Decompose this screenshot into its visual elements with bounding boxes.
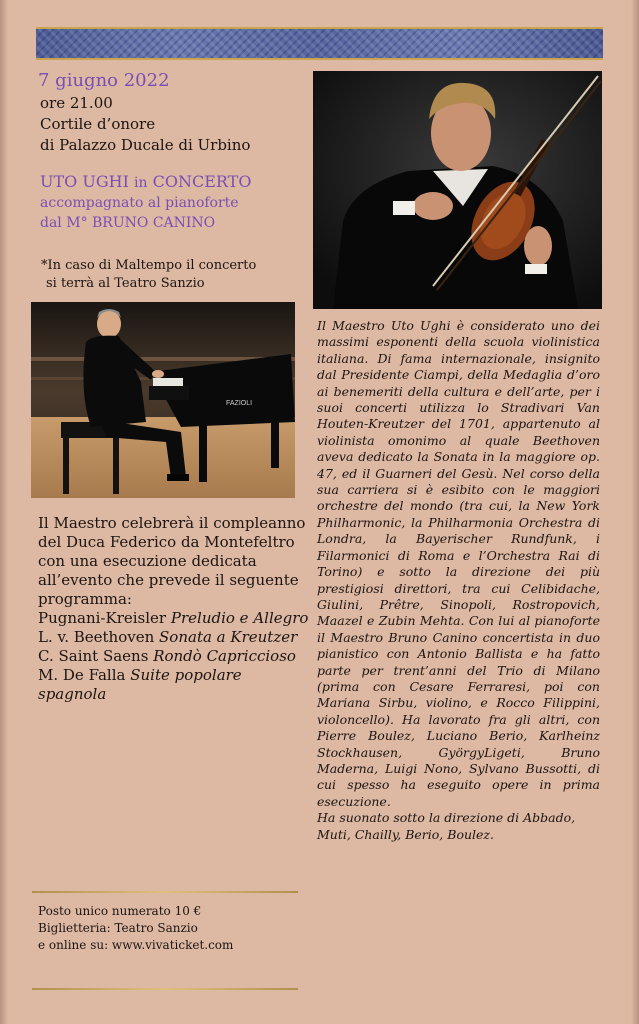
piece-composer: M. De Falla <box>38 666 126 684</box>
bio-paragraph: Ha suonato sotto la direzione di Abbado, Muti, Chailly, Berio, Boulez. <box>317 810 576 842</box>
concert-headline <box>40 172 251 193</box>
piece-work: Rondò Capriccioso <box>153 647 296 665</box>
right-page-edge <box>631 0 639 1024</box>
ticket-info <box>38 903 233 954</box>
rain-note <box>41 257 256 293</box>
rain-note-line1: *In caso di Maltempo il concerto <box>41 258 257 273</box>
piece-work: Suite popolare spagnola <box>38 666 242 703</box>
piano-brand: FAZIOLI <box>226 400 253 407</box>
event-info <box>40 93 250 156</box>
rain-note-line2: si terrà al Teatro Sanzio <box>46 276 205 291</box>
divider-bottom <box>32 988 298 990</box>
event-venue-line2: di Palazzo Ducale di Urbino <box>40 136 251 154</box>
program-intro-line: Il Maestro celebrerà il compleanno <box>38 514 306 532</box>
program-piece <box>38 666 310 704</box>
program-piece <box>38 647 310 666</box>
event-venue-line1: Cortile d’onore <box>40 115 156 133</box>
ticket-online: e online su: www.vivaticket.com <box>38 938 234 952</box>
program-intro-line: del Duca Federico da Montefeltro <box>38 533 295 551</box>
event-date: 7 giugno 2022 <box>38 70 170 91</box>
piece-composer: C. Saint Saens <box>38 647 149 665</box>
ticket-office: Biglietteria: Teatro Sanzio <box>38 921 198 935</box>
pianist-line: dal M° BRUNO CANINO <box>40 215 216 231</box>
piece-composer: Pugnani-Kreisler <box>38 609 167 627</box>
accompaniment-line: accompagnato al pianoforte <box>40 195 239 211</box>
bio-paragraph: Il Maestro Uto Ughi è considerato uno dei massimi esponenti della scuola violinistica italiana. Di fama internazionale, insignito dal Presidente Ciampi, della Medaglia d’oro ai benemeriti della cultura e dell’arte, per i suoi concerti utilizza lo Stradivari Van Houten-Kreutzer del 1701, appartenuto al violinista omonimo al quale Beethoven aveva dedicato la Sonata in la maggiore op. 47, ed il Guarneri del Gesù. Nel corso della sua carriera si è esibito con le maggiori orchestre del mondo (tra cui, la New York Philharmonic, la Philharmonia Orchestra di Londra, la Bayerischer Rundfunk, i Filarmonici di Roma e l’Orchestra Rai di Torino) e sotto la direzione dei più prestigiosi direttori, tra cui Celibidache, Giulini, Prêtre, Sinopoli, Rostropovich, Maazel e Zubin Mehta. Con lui al pianoforte il Maestro Bruno Canino concertista in duo pianistico con Antonio Ballista e ha fatto parte per trent’anni del Trio di Milano (prima con Cesare Ferraresi, poi con Mariana Sirbu, violino, e Rocco Filippini, violoncello). Ha lavorato fra gli altri, con Pierre Boulez, Luciano Berio, Karlheinz Stockhausen, GyörgyLigeti, Bruno Maderna, Luigi Nono, Sylvano Bussotti, di cui spesso ha eseguito opere in prima esecuzione. <box>317 318 600 809</box>
piece-composer: L. v. Beethoven <box>38 628 155 646</box>
concert-word: CONCERTO <box>152 172 252 191</box>
biography <box>317 318 600 843</box>
program-intro-line: all’evento che prevede il seguente <box>38 571 299 589</box>
decorative-banner <box>36 27 603 60</box>
pianist-photo <box>31 302 295 498</box>
program-piece <box>38 609 310 628</box>
program-intro-line: programma: <box>38 590 132 608</box>
ticket-price: Posto unico numerato 10 € <box>38 904 202 918</box>
event-time: ore 21.00 <box>40 94 113 112</box>
piece-work: Preludio e Allegro <box>170 609 309 627</box>
program-piece <box>38 628 310 647</box>
program-intro-line: con una esecuzione dedicata <box>38 552 257 570</box>
concert-title <box>40 172 251 233</box>
concert-in: in <box>134 175 148 191</box>
program-block <box>38 514 310 704</box>
violinist-photo <box>313 71 602 309</box>
divider-top <box>32 891 298 893</box>
performer-name: UTO UGHI <box>40 172 129 191</box>
piece-work: Sonata a Kreutzer <box>159 628 298 646</box>
left-page-edge <box>0 0 8 1024</box>
